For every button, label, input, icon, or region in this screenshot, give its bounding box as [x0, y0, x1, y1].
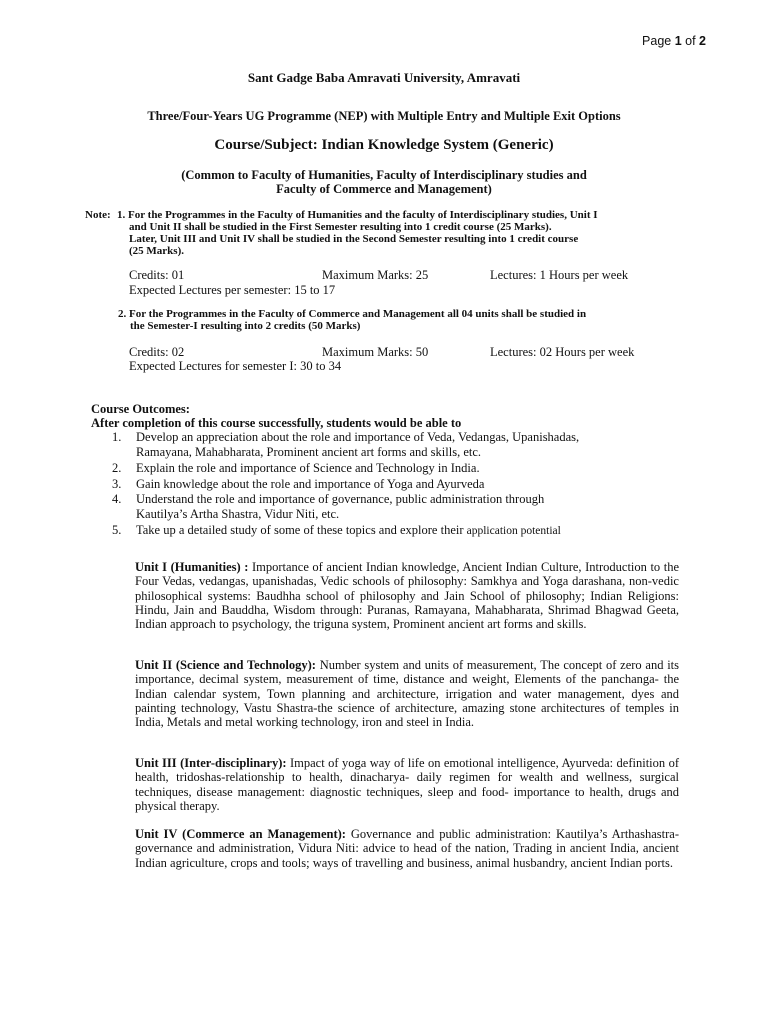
university-name: Sant Gadge Baba Amravati University, Amravati [247, 70, 521, 85]
unit-title: Unit III (Inter-disciplinary): [135, 756, 287, 770]
unit-title: Unit II (Science and Technology): [135, 658, 316, 672]
outcome-number: 2. [112, 461, 122, 475]
common-line-2: Faculty of Commerce and Management) [276, 182, 492, 196]
outcome-number: 1. [112, 430, 122, 444]
note-item-2-line-1: 2. For the Programmes in the Faculty of Commerce and Management all 04 units shall be studied in [118, 308, 587, 320]
lectures-1: Lectures: 1 Hours per week [490, 268, 629, 282]
outcome-line-1: Understand the role and importance of governance, public administration through [136, 492, 545, 506]
unit-4 [135, 827, 679, 870]
outcome-number: 3. [112, 476, 122, 491]
outcome-line-2: Kautilya’s Artha Shastra, Vidur Niti, etc. [136, 506, 340, 521]
marks-2: Maximum Marks: 50 [322, 345, 429, 359]
course-title: Course/Subject: Indian Knowledge System (Generic) [214, 137, 554, 153]
note-item-2-line-2: the Semester-I resulting into 2 credits (50 Marks) [130, 320, 361, 332]
outcomes-intro: After completion of this course successfully, students would be able to [91, 416, 462, 430]
outcome-number: 4. [112, 492, 122, 506]
note-item-1-line-3: Later, Unit III and Unit IV shall be studied in the Second Semester resulting into 1 credit course [129, 233, 579, 245]
page-number [642, 34, 706, 48]
common-faculties [0, 168, 768, 196]
outcomes-title: Course Outcomes: [91, 402, 190, 416]
unit-2 [135, 658, 679, 729]
unit-title: Unit I (Humanities) : [135, 560, 249, 574]
outcome-line-1 [136, 523, 702, 539]
page-of: of [681, 34, 700, 48]
outcome-text: Take up a detailed study of some of these topics and explore their [136, 523, 464, 537]
page-prefix: Page [642, 34, 675, 48]
page-current: 1 [674, 34, 682, 48]
outcome-item [112, 523, 702, 539]
note-item-1-line-1: 1. For the Programmes in the Faculty of Humanities and the faculty of Interdisciplinary studies, Unit I [117, 209, 598, 221]
note-item-1-line-4: (25 Marks). [129, 245, 184, 257]
outcome-line-2: Ramayana, Mahabharata, Prominent ancient art forms and skills, etc. [136, 444, 482, 459]
note-label: Note: [85, 209, 111, 221]
outcome-item [112, 492, 702, 521]
outcome-line-1: Explain the role and importance of Science and Technology in India. [136, 461, 480, 475]
outcome-line-1: Develop an appreciation about the role and importance of Veda, Vedangas, Upanishadas, [136, 430, 580, 444]
common-line-1: (Common to Faculty of Humanities, Faculty of Interdisciplinary studies and [181, 168, 587, 182]
expected-lectures-1: Expected Lectures per semester: 15 to 17 [129, 283, 336, 297]
expected-lectures-2: Expected Lectures for semester I: 30 to 34 [129, 359, 342, 373]
programme-title: Three/Four-Years UG Programme (NEP) with Multiple Entry and Multiple Exit Options [147, 109, 621, 123]
unit-body: Number system and units of measurement, The concept of zero and its importance, decimal system, measurement of time, distance and weight, Elements of the panchanga- the Indian calendar system, Town planning and architecture, irrigation and water management, dyes and painting technology, Vastu Shastra-the science of architecture, amazing stone architectures of temples in India, Metals and metal working technology, iron and steel in India. [135, 658, 679, 730]
note-item-1-line-2: and Unit II shall be studied in the First Semester resulting into 1 credit course (25 Marks). [129, 221, 552, 233]
note-item-1 [117, 209, 697, 257]
credits-1: Credits: 01 [129, 268, 185, 282]
outcome-item [112, 477, 702, 492]
unit-body: Impact of yoga way of life on emotional intelligence, Ayurveda: definition of health, tridoshas-relationship to health, dinacharya- daily regimen for wealth and wellness, surgical techniques, disease management: diagnostic techniques, sleep and food- importance to health, drugs and physical therapy. [135, 756, 679, 813]
unit-title: Unit IV (Commerce an Management): [135, 827, 346, 841]
unit-1 [135, 560, 679, 631]
note-item-2 [118, 308, 678, 332]
outcomes-list [112, 430, 702, 540]
outcome-line-1: Gain knowledge about the role and importance of Yoga and Ayurveda [136, 476, 485, 491]
outcome-number: 5. [112, 523, 122, 537]
outcome-item [112, 430, 702, 459]
lectures-2: Lectures: 02 Hours per week [490, 345, 635, 359]
page-total: 2 [699, 34, 706, 48]
unit-body: Importance of ancient Indian knowledge, Ancient Indian Culture, Introduction to the Four Vedas, vedangas, upanishadas, Vedic schools of philosophy: Samkhya and Yoga darashana, non-vedic philosophical systems: Baudhha school of philosophy and Jain School of philosophy; Indian Religions: Hindu, Jain and Bauddha, Wisdom through: Puranas, Ramayana, Mahabharata, Shrimad Bhagwad Geeta, Indian approach to psychology, the triguna system, Prominent ancient art forms and skills. [135, 560, 679, 632]
outcome-text-small: application potential [466, 525, 561, 537]
unit-3 [135, 756, 679, 813]
unit-body: Governance and public administration: Kautilya’s Arthashastra-governance and administration, Vidura Niti: advice to head of the nation, Trading in ancient India, ancient Indian agriculture, crops and tools; ways of travelling and business, animal husbandry, ancient Indian ports. [135, 827, 679, 870]
credits-2: Credits: 02 [129, 345, 185, 359]
marks-1: Maximum Marks: 25 [322, 268, 429, 282]
outcome-item [112, 461, 702, 476]
